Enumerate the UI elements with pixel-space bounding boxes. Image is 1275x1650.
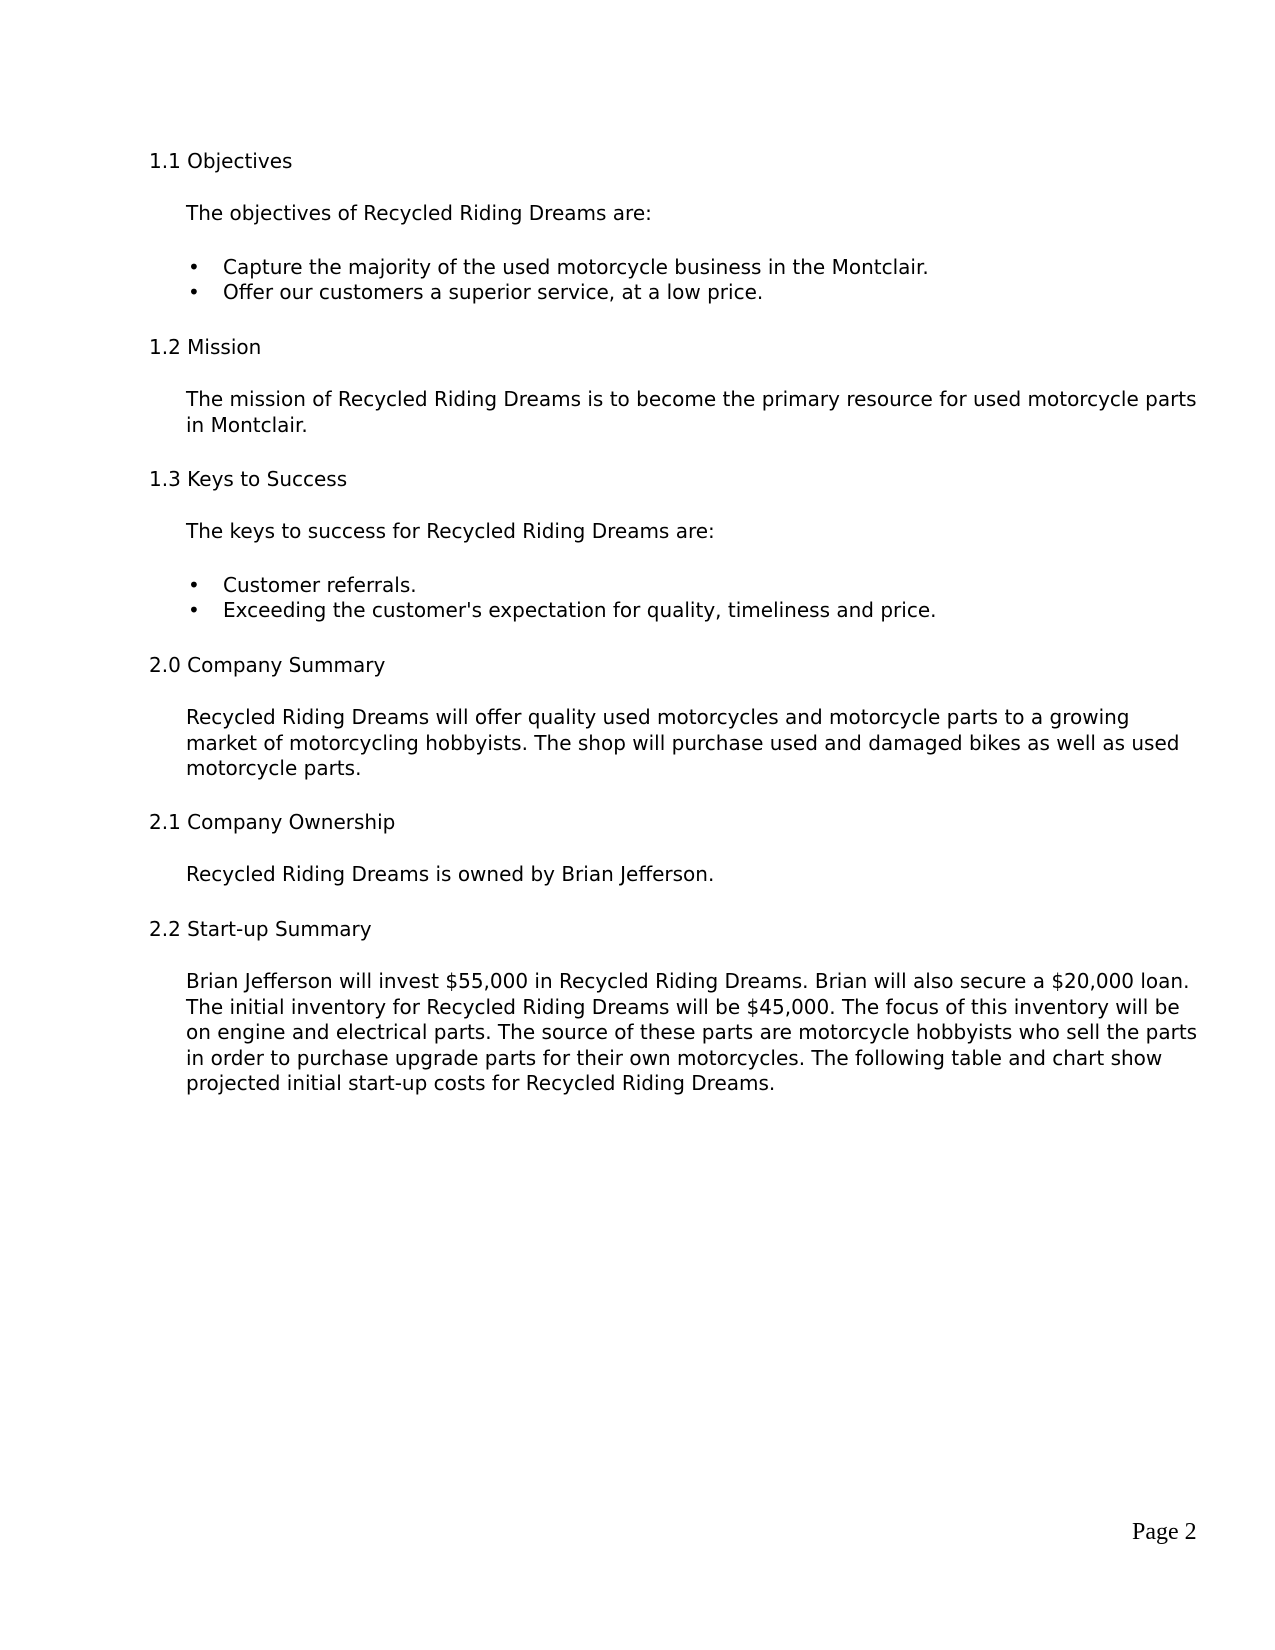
bullet-icon: • <box>188 280 200 304</box>
page-number: Page 2 <box>1132 1519 1197 1545</box>
section-heading-mission: 1.2 Mission <box>149 335 262 359</box>
list-item <box>186 573 1186 598</box>
bullet-icon: • <box>188 255 200 279</box>
bullet-icon: • <box>188 573 200 597</box>
list-item-text: Exceeding the customer's expectation for quality, timeliness and price. <box>223 598 937 622</box>
list-item-text: Offer our customers a superior service, at a low price. <box>223 280 764 304</box>
section-heading-objectives: 1.1 Objectives <box>149 149 293 173</box>
section-heading-company-ownership: 2.1 Company Ownership <box>149 810 396 834</box>
list-item-text: Capture the majority of the used motorcycle business in the Montclair. <box>223 255 929 279</box>
list-item <box>186 255 1186 280</box>
mission-body: The mission of Recycled Riding Dreams is to become the primary resource for used motorcycle parts in Montclair. <box>186 387 1197 437</box>
list-item-text: Customer referrals. <box>223 573 417 597</box>
keys-intro: The keys to success for Recycled Riding Dreams are: <box>186 519 715 543</box>
section-heading-keys-to-success: 1.3 Keys to Success <box>149 467 348 491</box>
objectives-intro: The objectives of Recycled Riding Dreams are: <box>186 201 652 225</box>
objectives-list <box>186 255 1186 305</box>
bullet-icon: • <box>188 598 200 622</box>
startup-summary-body: Brian Jefferson will invest $55,000 in Recycled Riding Dreams. Brian will also secure a $20,000 loan. The initial inventory for Recycled Riding Dreams will be $45,000. The focus of this inventory will be on engine and electrical parts. The source of these parts are motorcycle hobbyists who sell the parts in order to purchase upgrade parts for their own motorcycles. The following table and chart show projected initial start-up costs for Recycled Riding Dreams. <box>186 969 1198 1095</box>
list-item <box>186 598 1186 623</box>
list-item <box>186 280 1186 305</box>
keys-list <box>186 573 1186 623</box>
company-ownership-body: Recycled Riding Dreams is owned by Brian Jefferson. <box>186 862 715 886</box>
section-heading-company-summary: 2.0 Company Summary <box>149 653 386 677</box>
section-heading-startup-summary: 2.2 Start-up Summary <box>149 917 372 941</box>
company-summary-body: Recycled Riding Dreams will offer quality used motorcycles and motorcycle parts to a growing market of motorcycling hobbyists. The shop will purchase used and damaged bikes as well as used motorcycle parts. <box>186 705 1180 780</box>
